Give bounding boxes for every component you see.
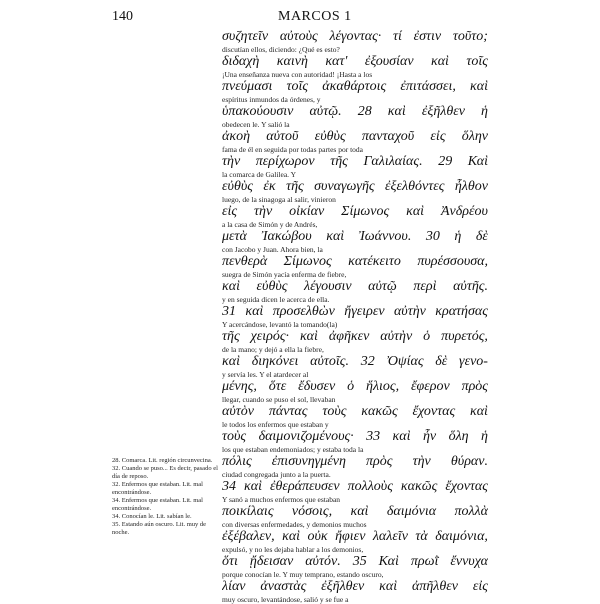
greek-word: διηκόνει bbox=[251, 354, 299, 369]
footnote: 28. Comarca. Lit. región circunvecina. bbox=[112, 457, 213, 464]
greek-word: δαιμονιζομένους· bbox=[258, 429, 354, 444]
greek-word: λέγουσιν bbox=[304, 279, 352, 294]
footnote: 35. Estando aún oscuro. Lit. muy de noche. bbox=[112, 521, 207, 536]
greek-word: οἰκίαν bbox=[289, 204, 325, 219]
spanish-gloss: luego, de la sinagoga al salir, vinieron bbox=[222, 195, 336, 204]
greek-word: τοῦτο; bbox=[452, 29, 488, 44]
greek-word: ἔννυχα bbox=[450, 554, 488, 569]
greek-word: προσελθὼν bbox=[272, 304, 335, 319]
greek-word: ἐξῆλθεν bbox=[321, 579, 365, 594]
footnotes bbox=[112, 457, 220, 537]
greek-word: δαιμόνια bbox=[386, 504, 437, 519]
spanish-gloss: porque conocían le. Y muy temprano, estando oscuro, bbox=[222, 570, 384, 579]
greek-word: Ἀνδρέου bbox=[441, 204, 488, 219]
greek-word: δαιμόνια, bbox=[435, 529, 488, 544]
greek-word: εὐθὺς bbox=[314, 129, 346, 144]
spanish-gloss: espíritus inmundos da órdenes, y bbox=[222, 95, 321, 104]
spanish-gloss: le todos los enfermos que estaban y bbox=[222, 420, 329, 429]
spanish-gloss: a la casa de Simón y de Andrés, bbox=[222, 220, 318, 229]
greek-word: καὶ bbox=[299, 329, 318, 344]
greek-word: πνεύμασι bbox=[222, 79, 273, 94]
greek-line bbox=[222, 104, 488, 120]
greek-word: 28 bbox=[357, 104, 372, 119]
greek-word: καὶ bbox=[222, 279, 240, 294]
greek-word: 29 bbox=[438, 154, 453, 169]
greek-word: εἰς bbox=[430, 129, 446, 144]
greek-word: καὶ bbox=[244, 479, 262, 494]
page-number: 140 bbox=[112, 9, 133, 24]
greek-word: τὴν bbox=[222, 154, 241, 169]
greek-line bbox=[222, 479, 488, 495]
greek-word: εἰς bbox=[472, 579, 488, 594]
spanish-gloss: discutían ellos, diciendo: ¿Qué es esto? bbox=[222, 45, 340, 54]
spanish-gloss: Y acercándose, levantó la tomando(la) bbox=[222, 320, 338, 329]
greek-line bbox=[222, 204, 488, 220]
greek-word: πολλοὺς bbox=[347, 479, 393, 494]
footnote: 34. Conocían le. Lit. sabían le. bbox=[112, 513, 192, 520]
greek-word: συναγωγῆς bbox=[314, 179, 375, 194]
greek-word: πρὸς bbox=[461, 379, 488, 394]
greek-word: 33 bbox=[366, 429, 381, 444]
greek-word: ἔδυσεν bbox=[298, 379, 336, 394]
footnote: 32. Cuando se puso... Es decir, pasado el día de reposo. bbox=[112, 465, 218, 480]
greek-word: ποικίλαις bbox=[222, 504, 274, 519]
greek-word: ἤγειρεν bbox=[344, 304, 385, 319]
greek-word: εἰς bbox=[222, 204, 238, 219]
greek-word: δὲ bbox=[435, 354, 448, 369]
spanish-gloss: ¡Una enseñanza nueva con autoridad! ¡Hasta a los bbox=[222, 70, 373, 79]
greek-word: πάντας bbox=[268, 404, 308, 419]
greek-word: ἐπιτάσσει, bbox=[400, 79, 456, 94]
greek-word: ἦλθον bbox=[454, 179, 488, 194]
greek-word: πανταχοῦ bbox=[361, 129, 415, 144]
greek-word: καὶ bbox=[245, 304, 264, 319]
greek-word: ἐθεράπευσεν bbox=[270, 479, 340, 494]
greek-word: θύραν. bbox=[450, 454, 488, 469]
spanish-gloss: ciudad congregada junto a la puerta. bbox=[222, 470, 331, 479]
greek-word: αὐτὴν bbox=[380, 329, 413, 344]
greek-word: αὐτόν. bbox=[305, 554, 341, 569]
greek-word: οὐκ bbox=[307, 529, 328, 544]
spanish-gloss: con Jacobo y Juan. Ahora bien, la bbox=[222, 245, 323, 254]
greek-word: τὰ bbox=[415, 529, 428, 544]
greek-word: 31 bbox=[222, 304, 236, 319]
greek-word: καινὴ bbox=[276, 54, 308, 69]
greek-word: Ὀψίας bbox=[386, 354, 424, 369]
greek-word: δὲ bbox=[475, 229, 488, 244]
greek-word: ὑπακούουσιν bbox=[222, 104, 294, 119]
footnote: 34. Enfermos que estaban. Lit. mal encontrándose. bbox=[112, 497, 203, 512]
greek-line bbox=[222, 304, 488, 320]
greek-word: ἔχοντας bbox=[412, 404, 456, 419]
greek-word: ὅτι bbox=[222, 554, 238, 569]
greek-word: τῆς bbox=[330, 154, 348, 169]
greek-word: καὶ bbox=[282, 529, 301, 544]
greek-word: Καὶ bbox=[378, 554, 399, 569]
footnote: 32. Enfermos que estaban. Lit. mal encontrándose. bbox=[112, 481, 203, 496]
greek-word: ὅτε bbox=[268, 379, 287, 394]
greek-word: ἐξέβαλεν, bbox=[222, 529, 275, 544]
spanish-gloss: expulsó, y no les dejaba hablar a los demonios, bbox=[222, 545, 364, 554]
greek-word: τοὺς bbox=[222, 429, 247, 444]
greek-word: περίχωρον bbox=[255, 154, 315, 169]
greek-word: ἡ bbox=[454, 229, 462, 244]
spanish-gloss: muy oscuro, levantándose, salió y se fue a bbox=[222, 595, 349, 604]
greek-word: 30 bbox=[425, 229, 440, 244]
greek-word: τοῖς bbox=[466, 54, 488, 69]
spanish-gloss: y servía les. Y el atardecer al bbox=[222, 370, 309, 379]
greek-word: ὁ bbox=[423, 329, 431, 344]
greek-word: περὶ bbox=[413, 279, 437, 294]
spanish-gloss: llegar, cuando se puso el sol, llevaban bbox=[222, 395, 336, 404]
greek-word: ἤφιεν bbox=[335, 529, 366, 544]
greek-word: αὐτοῦ bbox=[266, 129, 299, 144]
greek-word: καὶ bbox=[326, 229, 345, 244]
spanish-gloss: los que estaban endemoniados; y estaba toda la bbox=[222, 445, 364, 454]
greek-word: καὶ bbox=[469, 404, 488, 419]
greek-line bbox=[222, 129, 488, 145]
greek-line bbox=[222, 179, 488, 195]
greek-word: τῆς bbox=[286, 179, 304, 194]
greek-word: ἀπῆλθεν bbox=[411, 579, 458, 594]
greek-word: ἀφῆκεν bbox=[328, 329, 370, 344]
greek-word: τί bbox=[393, 29, 402, 44]
greek-word: τοὺς bbox=[322, 404, 347, 419]
greek-line bbox=[222, 579, 488, 595]
greek-word: καὶ bbox=[406, 204, 425, 219]
greek-word: εὐθὺς bbox=[222, 179, 253, 194]
greek-word: Ἰακώβου bbox=[261, 229, 312, 244]
greek-word: καὶ bbox=[222, 354, 240, 369]
greek-line bbox=[222, 354, 488, 370]
greek-line bbox=[222, 504, 488, 520]
greek-word: ἀναστὰς bbox=[260, 579, 307, 594]
greek-word: Σίμωνος bbox=[341, 204, 390, 219]
greek-line bbox=[222, 254, 488, 270]
greek-line bbox=[222, 79, 488, 95]
greek-word: ἡ bbox=[481, 104, 488, 119]
greek-word: χειρός· bbox=[250, 329, 290, 344]
greek-word: καὶ bbox=[430, 54, 449, 69]
greek-word: ἐξελθόντες bbox=[385, 179, 445, 194]
greek-word: λέγοντας· bbox=[329, 29, 382, 44]
greek-word: Ἰωάννου. bbox=[358, 229, 412, 244]
greek-word: πόλις bbox=[222, 454, 252, 469]
greek-line bbox=[222, 54, 488, 70]
greek-word: πενθερὰ bbox=[222, 254, 268, 269]
greek-word: πρὸς bbox=[366, 454, 393, 469]
greek-word: τῆς bbox=[222, 329, 240, 344]
greek-line bbox=[222, 529, 488, 545]
running-head: MARCOS 1 bbox=[278, 9, 352, 24]
greek-word: αὐτοῖς. bbox=[310, 354, 349, 369]
greek-word: ἡ bbox=[481, 429, 488, 444]
greek-word: Καὶ bbox=[467, 154, 488, 169]
greek-word: ὁ bbox=[347, 379, 355, 394]
greek-word: κατ' bbox=[325, 54, 348, 69]
greek-word: πυρετός, bbox=[441, 329, 488, 344]
spanish-gloss: suegra de Simón yacía enferma de fiebre, bbox=[222, 270, 347, 279]
greek-word: ᾔδεισαν bbox=[249, 554, 294, 569]
greek-word: πυρέσσουσα, bbox=[417, 254, 488, 269]
greek-word: 34 bbox=[222, 479, 236, 494]
greek-word: ἐστιν bbox=[413, 29, 442, 44]
spanish-gloss: la comarca de Galilea. Y bbox=[222, 170, 297, 179]
greek-word: τὴν bbox=[254, 204, 273, 219]
spanish-gloss: y en seguida dicen le acerca de ella. bbox=[222, 295, 330, 304]
greek-word: τὴν bbox=[412, 454, 431, 469]
greek-word: ὅλην bbox=[461, 129, 488, 144]
greek-word: ἐξουσίαν bbox=[364, 54, 414, 69]
greek-word: καὶ bbox=[387, 104, 406, 119]
greek-word: ἔφερον bbox=[410, 379, 450, 394]
greek-word: ἥλιος, bbox=[366, 379, 400, 394]
greek-word: 32 bbox=[360, 354, 375, 369]
greek-word: αὐτοὺς bbox=[279, 29, 318, 44]
greek-word: αὐτῆς. bbox=[453, 279, 488, 294]
greek-word: λίαν bbox=[222, 579, 246, 594]
greek-line bbox=[222, 379, 488, 395]
greek-line bbox=[222, 29, 488, 45]
greek-line bbox=[222, 554, 488, 570]
greek-word: ἔχοντας bbox=[445, 479, 488, 494]
greek-word: κακῶς bbox=[400, 479, 438, 494]
greek-word: διδαχὴ bbox=[222, 54, 260, 69]
greek-word: πολλὰ bbox=[454, 504, 488, 519]
greek-line bbox=[222, 279, 488, 295]
greek-line bbox=[222, 404, 488, 420]
greek-word: αὐτὸν bbox=[222, 404, 254, 419]
greek-line bbox=[222, 429, 488, 445]
greek-word: αὐτῷ. bbox=[309, 104, 342, 119]
greek-line bbox=[222, 454, 488, 470]
greek-word: Γαλιλαίας. bbox=[363, 154, 423, 169]
greek-word: κρατήσας bbox=[435, 304, 488, 319]
greek-line bbox=[222, 229, 488, 245]
greek-word: ἦν bbox=[422, 429, 437, 444]
greek-word: ἐξῆλθεν bbox=[421, 104, 465, 119]
greek-word: πρωῒ bbox=[410, 554, 439, 569]
greek-word: αὐτὴν bbox=[393, 304, 426, 319]
greek-word: λαλεῖν bbox=[372, 529, 408, 544]
greek-word: ἀκαθάρτοις bbox=[322, 79, 387, 94]
greek-word: Σίμωνος bbox=[283, 254, 332, 269]
spanish-gloss: de la mano; y dejó a ella la fiebre, bbox=[222, 345, 324, 354]
greek-word: ἐκ bbox=[263, 179, 276, 194]
greek-word: συζητεῖν bbox=[222, 29, 269, 44]
spanish-gloss: Y sanó a muchos enfermos que estaban bbox=[222, 495, 341, 504]
greek-word: καὶ bbox=[470, 79, 488, 94]
greek-word: ἐπισυνηγμένη bbox=[271, 454, 346, 469]
greek-word: κακῶς bbox=[361, 404, 398, 419]
greek-word: εὐθὺς bbox=[256, 279, 288, 294]
greek-word: αὐτῷ bbox=[368, 279, 397, 294]
greek-word: καὶ bbox=[392, 429, 411, 444]
greek-word: ὅλη bbox=[448, 429, 469, 444]
greek-word: ἀκοὴ bbox=[222, 129, 251, 144]
greek-word: γενο- bbox=[459, 354, 488, 369]
spanish-gloss: con diversas enfermedades, y demonios muchos bbox=[222, 520, 367, 529]
greek-word: μένης, bbox=[222, 379, 257, 394]
spanish-gloss: fama de él en seguida por todas partes por toda bbox=[222, 145, 363, 154]
greek-word: 35 bbox=[352, 554, 367, 569]
greek-word: κατέκειτο bbox=[348, 254, 401, 269]
greek-word: καὶ bbox=[350, 504, 369, 519]
greek-word: καὶ bbox=[379, 579, 398, 594]
greek-word: μετὰ bbox=[222, 229, 247, 244]
greek-word: νόσοις, bbox=[291, 504, 333, 519]
greek-line bbox=[222, 329, 488, 345]
greek-word: τοῖς bbox=[286, 79, 309, 94]
greek-line bbox=[222, 154, 488, 170]
spanish-gloss: obedecen le. Y salió la bbox=[222, 120, 290, 129]
